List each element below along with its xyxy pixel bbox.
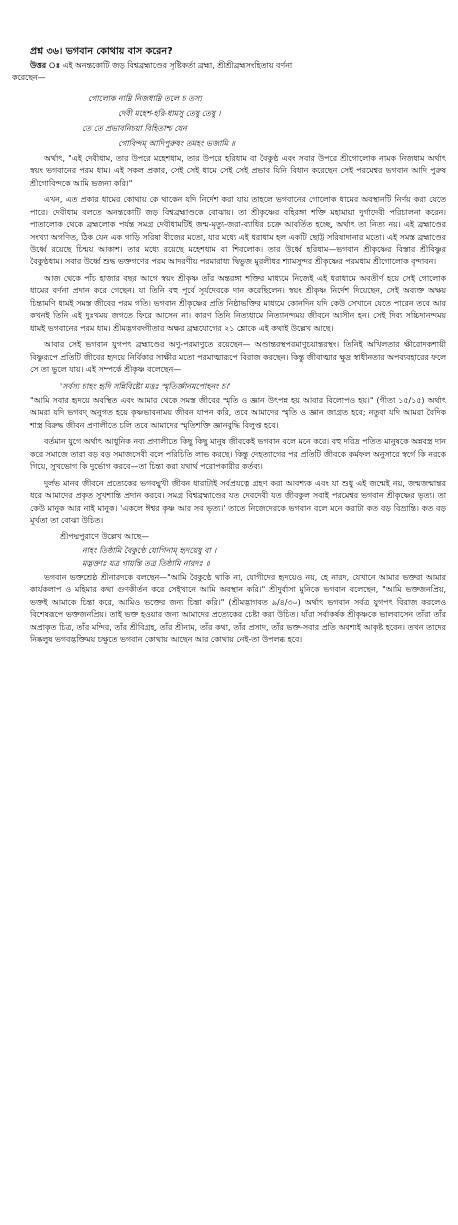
padma-purana-verse [82,544,446,570]
gita-verse-quote: 'সর্বস্য চাহং হৃদি সন্নিবিষ্টো মত্তঃ স্মৃতির্জ্ঞানমপোহনং চ।' [60,381,231,391]
brahma-samhita-verse [82,91,446,151]
paragraph-gita-meaning: "আমি সবার হৃদয়ে অবস্থিত এবং আমার থেকে সমস্ত জীবের স্মৃতি ও জ্ঞান উৎপন্ন হয় আবার বিলোপও হয়।" (গীতা ১৫/১৫) অর্থাৎ আমরা যদি ভগবদ্ অনুগত হয়ে কৃষ্ণভাবনাময় জীবন যাপন করি, তবে আমাদের স্মৃতি ও জ্ঞান জাগ্রত হবে; নতুবা যদি আমরা বৈদিক শাস্ত্র বিরুদ্ধ জীবন প্রণালীতে চলি তবে আমাদের স্মৃতিশক্তি জ্ঞানবুদ্ধি বিলুপ্ত হবে। [30,395,446,430]
verse-line: দেবী মহেশ-হরি-ধামসু তেষু তেষু । [118,108,221,118]
paragraph-paramatma: আবার সেই ভগবান যুগপৎ ব্রহ্মাণ্ডের অণু-পরমাণুতে রয়েছেন— অণ্ডান্তরস্থপরমাণুচয়ান্তরস্থং। তিনিই অখিলতার ক্ষীরোদকশায়ী বিষ্ণুরূপে প্রতিটি জীবের হৃদয়ে নির্বিকার সাক্ষীর মতো পরমাত্মারূপে বিরাজ করছেন। কিন্তু জীবাত্মার ক্ষুদ্র স্বাধীনতার অপব্যবহারের ফলে সে তা ভুলে যায়। এই সম্পর্কে শ্রীকৃষ্ণ বলেছেন— [30,340,446,375]
paragraph-narada: ভগবান ভক্তশ্রেষ্ঠ শ্রীনারদকে বলছেন—"আমি বৈকুণ্ঠে থাকি না, যোগীদের হৃদয়েও নয়, হে নারদ, যেখানে আমার ভক্তরা আমার কার্যকলাপ ও মহিমার কথা গুণকীর্তন করে সেইখানে আমি অবস্থান করি।" শ্রীদুর্বাসা মুনিকে ভগবান বলেছেন, "আমি ভক্তজনপ্রিয়, ভক্তই আমাকে চিন্তা করে, আমিও ভক্তের জন্য চিন্তা করি।" (শ্রীমদ্ভাগবত ৯/৪/৩০) অর্থাৎ ভগবান সর্বত্র যুগপৎ বিরাজ করলেও বিশেষরূপে ভক্তজনপ্রিয়। তাই ভক্ত হওয়ার জন্য আমাদের প্রত্যেকের চেষ্টা করা উচিত। যাঁরা সর্বাকর্ষক শ্রীকৃষ্ণকে ভালবাসেন তাঁরা তাঁর অপ্রাকৃত চিত্র, তাঁর মন্দির, তাঁর শ্রীবিগ্রহ, তাঁর শ্রীনাম, তাঁর কথা, তাঁর প্রসাদ, তাঁর ভক্ত-সবার প্রতি অবশ্যই আকৃষ্ট হবেন। তখন তাদের নিষ্কলুষ ভগবদ্ভক্তিময় চক্ষুতে ভগবান কোথায় আছেন আর কোথায় নেই-তা উপলব্ধ হবে। [30,572,446,645]
verse-line: গোবিন্দম্ আদিপুরুষং তমহং ভজামি ॥ [118,138,235,148]
question-heading: প্রশ্ন ৩৬। ভগবান কোথায় বাস করেন? [30,46,173,57]
paragraph-modern-age: বর্তমান যুগে অর্থাৎ আধুনিক নব্য প্রণালীতে কিছু কিছু মানুষ জীবকেই ভগবান বলে মনে করে। বহু দরিদ্র পতিত মানুষকে অন্নবস্ত্র দান করে সমাজে তারা বড় বড় সমাজসেবী বলে পরিচিতি লাভ করছে। কিন্তু দেহত্যাগের পর প্রতিটি জীবকে কর্মফল অনুসারে স্বর্গে কি নরকে গিয়ে, সুখভোগ কি দুর্ভোগ করবে—তা চিন্তা করা যথার্থ পরোপকারীর কর্তব্য। [30,437,446,472]
answer-intro [30,60,446,72]
answer-intro-text: এই অনন্তকোটি জড় বিশ্বব্রহ্মাণ্ডের সৃষ্টিকর্তা ব্রহ্মা, শ্রীশ্রীব্রহ্মসংহিতায় বর্ণনা [62,61,293,70]
answer-label: উত্তর ঃ [30,61,60,70]
paragraph-dhamas: এখন, এত প্রকার ধামের কোথায় কে থাকেন যদি নির্দেশ করা যায় তাহলে ভগবানের গোলোক ধামের অবস্থানটি নির্ণয় করা যেতে পারে। দেবীধাম বলতে অনন্তকোটি জড় বিশ্বব্রহ্মাণ্ডকে বোঝায়। তা শ্রীকৃষ্ণের বহিরঙ্গা শক্তি মহামায়া দুর্গাদেবী পরিচালনা করেন। পাতালোক থেকে ব্রহ্মলোক পর্যন্ত সমগ্র দেবীধামটিই জন্ম-মৃত্যু-জরা-ব্যাধির চক্রে আবর্তিত হচ্ছে, অর্থাৎ তা নিত্য নয়। এই ব্রহ্মাণ্ডের সংখ্যা অগণিত, ঠিক যেন এক গাড়ি সরিষা বীজের মতো, যার মধ্যে এই ধরাধাম হল একটি ছোট্ট সরিষাদানার মতো। এই সমস্ত ব্রহ্মাণ্ডের উর্ধ্বে রয়েছে চিন্ময় আকাশ। তার মধ্যে রয়েছে মহেশধাম বা শিবলোক। তার উর্ধ্বে হরিধাম—ভগবান শ্রীকৃষ্ণের বিস্তার শ্রীবিষ্ণুর বৈকুণ্ঠধাম। সবার উর্ধ্বে শুদ্ধ ভক্তগণের পরম আদরণীয় পরমারাধ্য দ্বিভুজ মুরলীধর শ্যামসুন্দর শ্রীকৃষ্ণের পরমধাম শ্রীগোলোক বৃন্দাবন। [30,195,446,267]
verse-line: তে তে প্রভাবনিচয়া বিহিতাশ্চ যেন [82,123,187,133]
paragraph-human-life: দুর্লভ মানব জীবনে প্রত্যেকের ভগবদ্মুখী জীবন ধারাটাই সর্বপ্রযত্নে গ্রহণ করা আবশ্যক এবং যা শুধু এই জন্মেই নয়, জন্মজন্মান্তর ধরে আমাদের প্রকৃত সুখশান্তি প্রদান করবে। সমগ্র বিশ্বব্রহ্মাণ্ডের যত দেবদেবী যত জীবকুল সবাই পরমেশ্বর ভগবান শ্রীকৃষ্ণের ভৃত্য। তা কেউ মানুক আর নাই মানুক। 'একলে ঈশ্বর কৃষ্ণ আর সব ভৃত্য।' তাতে নিজেদেরকে ভগবান বলে মনে করাটা কত বড় বিভ্রান্তি। কত বড় মূর্খতা তা বোঝা উচিত। [30,478,446,525]
paragraph-goloka-description: আজ থেকে পাঁচ হাজার বছর আগে স্বয়ং শ্রীকৃষ্ণ তাঁর অন্তরঙ্গা শক্তির মাধ্যমে নিজেই এই ধরাধামে অবতীর্ণ হয়ে সেই গোলোক ধামের বর্ণনা প্রদান করে গেছেন। যা তিনি বহু পূর্বে সূর্যদেবকে দান করেছিলেন। স্বয়ং শ্রীকৃষ্ণ নির্দেশ দিয়েছেন, সেই অব্যক্ত অক্ষয় চিন্তামণি ধামই সমস্ত জীবের পরম গতি। ভগবান শ্রীকৃষ্ণের প্রতি নিষ্ঠাভক্তির মাধ্যমে কোনদিন যদি কেউ সেখানে যেতে পারেন তবে আর কখনই তিনি এই দুঃখময় জগতে ফিরে আসেন না। কারণ তিনি নিত্যধামে নিত্যানন্দময় জীবনে আসীন হন। সেই দিব্য সচ্চিদানন্দময় ধামই ভগবানের পরম ধাম। শ্রীমদ্ভগবদ্গীতার অক্ষর ব্রহ্মযোগের ২১ শ্লোকে এই কথাই উল্লেখ আছে। [30,273,446,333]
paragraph-meaning: অর্থাৎ, "এই দেবীধাম, তার উপরে মহেশধাম, তার উপরে হরিধাম বা বৈকুণ্ঠ এবং সবার উপরে শ্রীগোলোক নামক নিজধাম অর্থাৎ স্বয়ং ভগবানের পরম ধাম। এই সকল প্রকার, সেই সেই ধামে সেই সেই প্রভাব যিনি বিধান করেছেন সেই পরমেশ্বর ভগবান আদি পুরুষ শ্রীগোবিন্দকে আমি ভজনা করি।" [30,153,446,188]
verse-line: নাহং তিষ্ঠামি বৈকুণ্ঠে যোগিনাম্ হৃদয়েষু বা । [82,545,217,555]
verse-line: গোলোক নাম্নি নিজধাম্নি তলে চ তস্য [88,93,202,103]
verse-line: মদ্ভক্তাঃ যত্র গায়ন্তি তত্র তিষ্ঠামি নারদঃ ॥ [82,558,210,568]
padma-purana-intro: শ্রীপদ্মপুরাণে উল্লেখ আছে— [60,532,150,542]
answer-intro-continued: করেছেন— [12,73,46,83]
